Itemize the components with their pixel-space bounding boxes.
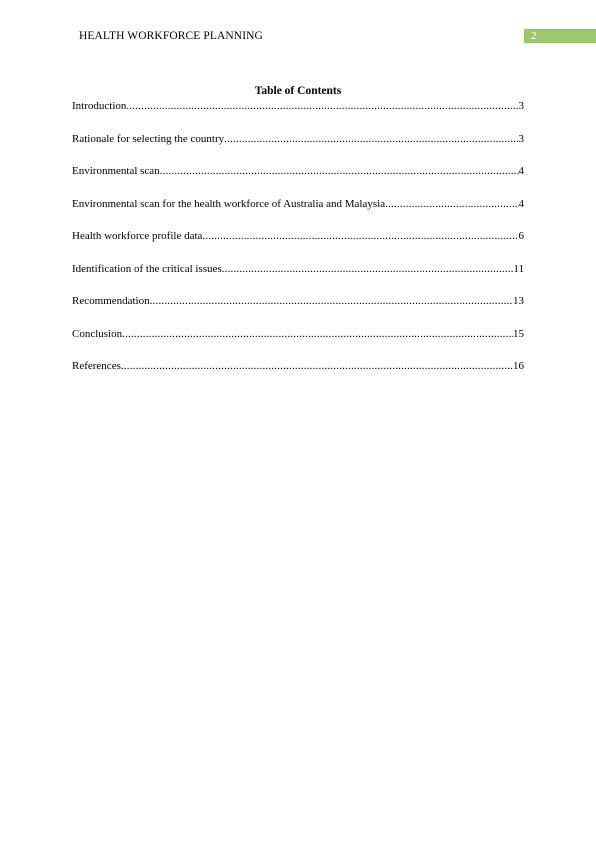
toc-dot-leader: [224, 132, 518, 146]
toc-entry-label: Identification of the critical issues: [72, 262, 222, 275]
toc-entry-label: Conclusion: [72, 327, 123, 340]
toc-entry-page: 4: [518, 197, 524, 210]
toc-entry-environmental-scan-australia-malaysia[interactable]: [72, 197, 524, 211]
toc-entry-page: 16: [513, 360, 524, 372]
toc-entry-label: Health workforce profile data: [72, 230, 203, 242]
toc-entry-label: Environmental scan: [72, 165, 160, 177]
toc-entry-page: 3: [518, 100, 524, 112]
toc-dot-leader: [121, 359, 513, 373]
toc-entry-label: References: [72, 360, 121, 372]
toc-dot-leader: [202, 229, 518, 243]
toc-entry-page: 6: [518, 230, 524, 242]
running-header-title: HEALTH WORKFORCE PLANNING: [79, 30, 263, 42]
toc-entry-label: Rationale for selecting the country: [72, 132, 225, 145]
toc-entry-environmental-scan[interactable]: [72, 164, 524, 178]
toc-dot-leader: [160, 164, 519, 178]
page-number-badge: [524, 29, 596, 43]
toc-heading: Table of Contents: [254, 85, 342, 97]
toc-dot-leader: [126, 99, 518, 113]
toc-entry-label: Recommendation: [72, 295, 150, 307]
page-number: 2: [531, 30, 537, 42]
toc-entry-rationale[interactable]: [72, 132, 524, 146]
toc-entry-workforce-profile-data[interactable]: [72, 229, 524, 243]
toc-entry-references[interactable]: [72, 359, 524, 373]
toc-entry-conclusion[interactable]: [72, 327, 524, 341]
toc-entry-page: 13: [513, 295, 524, 307]
toc-entry-page: 3: [518, 132, 524, 145]
toc-entry-page: 15: [513, 327, 524, 340]
toc-entry-page: 4: [518, 165, 524, 177]
table-of-contents: [72, 99, 524, 392]
toc-dot-leader: [122, 327, 513, 341]
toc-entry-label: Environmental scan for the health workforce of Australia and Malaysia: [72, 197, 386, 210]
toc-entry-critical-issues[interactable]: [72, 262, 524, 276]
toc-entry-introduction[interactable]: [72, 99, 524, 113]
toc-entry-recommendation[interactable]: [72, 294, 524, 308]
toc-dot-leader: [222, 262, 514, 276]
toc-dot-leader: [150, 294, 513, 308]
toc-entry-page: 11: [513, 262, 524, 275]
toc-entry-label: Introduction: [72, 100, 127, 112]
toc-dot-leader: [385, 197, 518, 211]
